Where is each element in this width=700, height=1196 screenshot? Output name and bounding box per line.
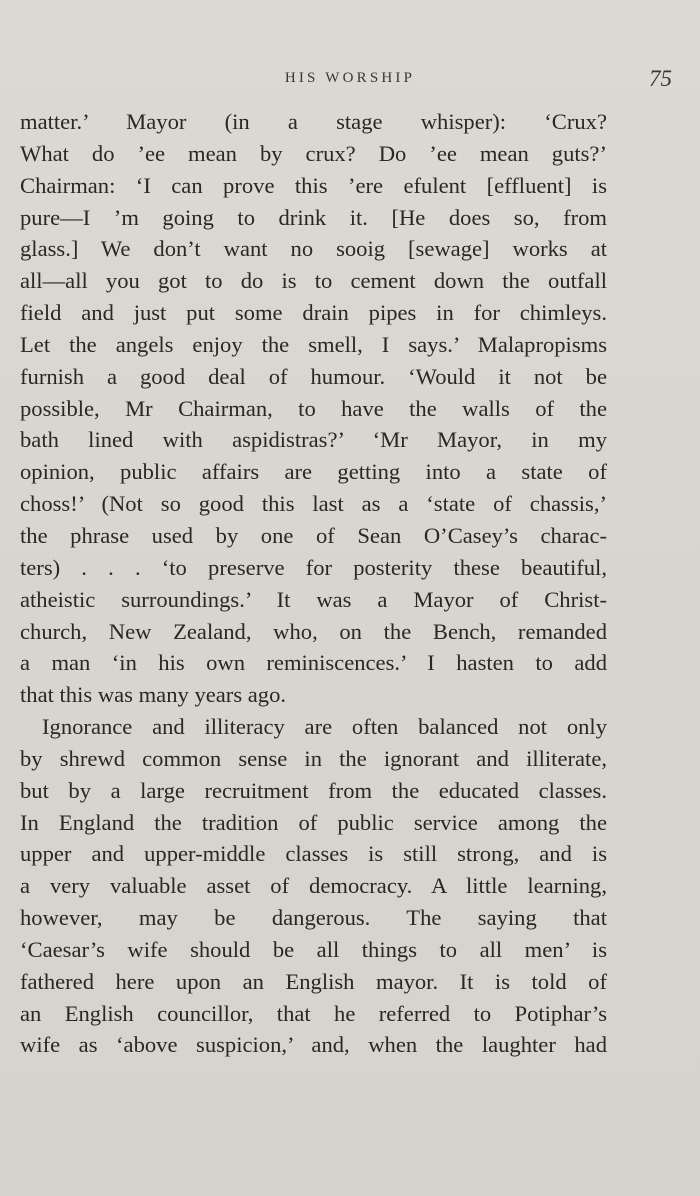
text-line-13: choss!’ (Not so good this last as a ‘state of chassis,’ [20,491,607,517]
text-line-15: ters) . . . ‘to preserve for posterity these beautiful, [20,554,607,580]
text-line-25: a very valuable asset of democracy. A little learning, [20,873,607,899]
text-line-18: a man ‘in his own reminiscences.’ I hasten to add [20,650,607,676]
running-head [20,66,680,96]
page-number: 75 [649,66,672,91]
text-line-11: bath lined with aspidistras?’ ‘Mr Mayor, in my [20,427,607,453]
text-line-26: however, may be dangerous. The saying that [20,905,607,931]
text-line-3: Chairman: ‘I can prove this ’ere efulent [effluent] is [20,172,607,198]
text-line-5: glass.] We don’t want no sooig [sewage] works at [20,236,607,262]
text-line-1: matter.’ Mayor (in a stage whisper): ‘Crux? [20,109,607,134]
text-line-23: In England the tradition of public service among the [20,809,607,835]
text-line-2: What do ’ee mean by crux? Do ’ee mean guts?’ [20,140,607,166]
text-line-9: furnish a good deal of humour. ‘Would it not be [20,363,607,389]
body-text [20,106,607,1061]
text-line-24: upper and upper-middle classes is still strong, and is [20,841,607,867]
text-line-28: fathered here upon an English mayor. It is told of [20,968,607,994]
text-line-17: church, New Zealand, who, on the Bench, remanded [20,618,607,644]
text-line-30: wife as ‘above suspicion,’ and, when the laughter had [20,1032,607,1058]
text-line-29: an English councillor, that he referred to Potiphar’s [20,1000,607,1026]
text-line-7: field and just put some drain pipes in for chimleys. [20,300,607,326]
text-line-10: possible, Mr Chairman, to have the walls of the [20,395,607,421]
text-line-4: pure—I ’m going to drink it. [He does so, from [20,204,607,230]
text-line-6: all—all you got to do is to cement down the outfall [20,268,607,294]
text-line-20: Ignorance and illiteracy are often balanced not only [42,714,607,740]
text-line-19: that this was many years ago. [20,682,287,708]
text-line-21: by shrewd common sense in the ignorant and illiterate, [20,745,607,771]
text-line-22: but by a large recruitment from the educated classes. [20,777,607,803]
running-title: HIS WORSHIP [284,70,416,86]
text-line-27: ‘Caesar’s wife should be all things to all men’ is [20,936,607,962]
text-line-16: atheistic surroundings.’ It was a Mayor of Christ- [20,586,607,612]
text-line-12: opinion, public affairs are getting into a state of [20,459,607,485]
text-line-14: the phrase used by one of Sean O’Casey’s charac- [20,522,607,548]
text-line-8: Let the angels enjoy the smell, I says.’ Malapropisms [20,331,607,357]
